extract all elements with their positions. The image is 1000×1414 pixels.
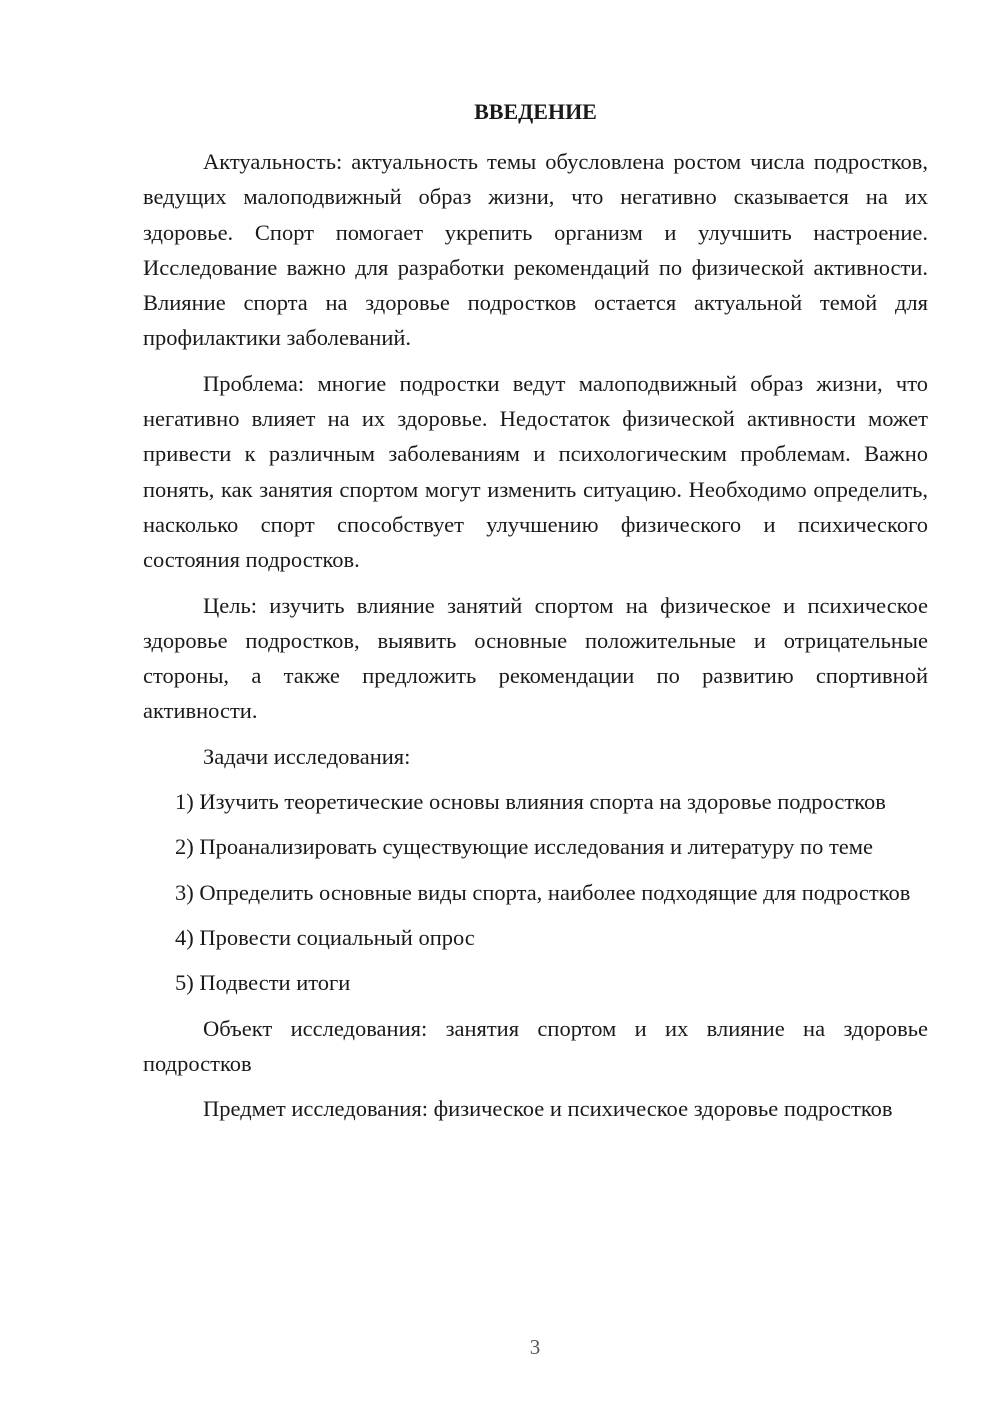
goal-paragraph: Цель: изучить влияние занятий спортом на физическое и психическое здоровье подростков, выявить основные положительные и отрицательные стороны, а также предложить рекомендации по развитию спортивной активности. bbox=[143, 592, 928, 724]
page-number: 3 bbox=[529, 1335, 541, 1359]
problem-paragraph: Проблема: многие подростки ведут малоподвижный образ жизни, что негативно влияет на их здоровье. Недостаток физической активности может привести к различным заболеваниям и психологическим проблемам. Важно понять, как занятия спортом могут изменить ситуацию. Необходимо определить, насколько спорт способствует улучшению физического и психического состояния подростков. bbox=[143, 370, 928, 573]
document-page bbox=[143, 94, 928, 1136]
task-item: 5) Подвести итоги bbox=[175, 970, 351, 996]
subject-paragraph: Предмет исследования: физическое и психическое здоровье подростков bbox=[203, 1096, 893, 1122]
tasks-heading: Задачи исследования: bbox=[203, 743, 411, 769]
relevance-paragraph: Актуальность: актуальность темы обусловлена ростом числа подростков, ведущих малоподвижный образ жизни, что негативно сказывается на их здоровье. Спорт помогает укрепить организм и улучшить настроение. Исследование важно для разработки рекомендаций по физической активности. Влияние спорта на здоровье подростков остается актуальной темой для профилактики заболеваний. bbox=[143, 149, 928, 351]
task-item: 4) Провести социальный опрос bbox=[175, 924, 475, 950]
task-item: 1) Изучить теоретические основы влияния спорта на здоровье подростков bbox=[175, 789, 886, 815]
task-item: 3) Определить основные виды спорта, наиболее подходящие для подростков bbox=[175, 879, 911, 905]
task-item: 2) Проанализировать существующие исследования и литературу по теме bbox=[175, 834, 873, 860]
section-title: ВВЕДЕНИЕ bbox=[474, 99, 597, 124]
object-paragraph: Объект исследования: занятия спортом и их влияние на здоровье подростков bbox=[143, 1015, 928, 1076]
